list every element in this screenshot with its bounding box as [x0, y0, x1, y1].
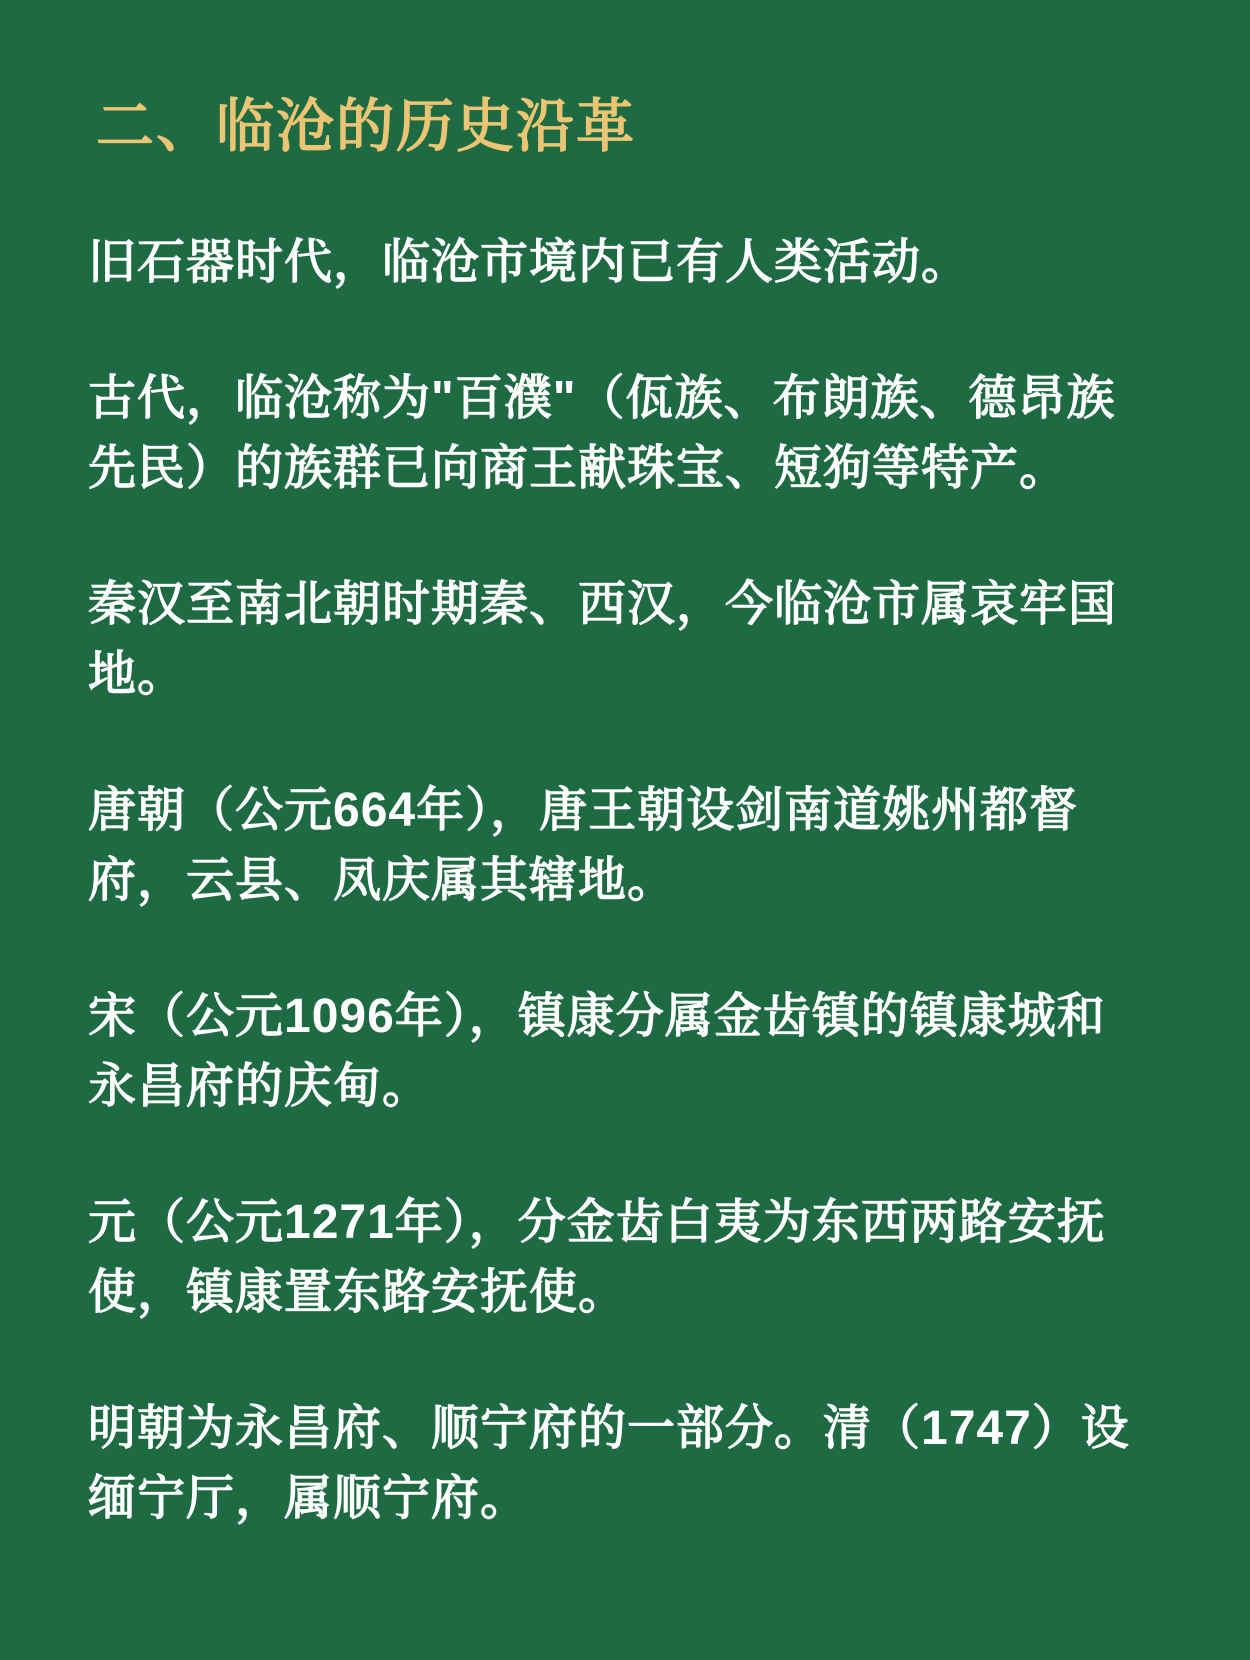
paragraph-tang-dynasty — [88, 776, 1180, 916]
paragraph-line: 古代，临沧称为"百濮"（佤族、布朗族、德昂族 — [88, 372, 1116, 425]
paragraph-song-dynasty — [88, 982, 1180, 1122]
paragraph-paleolithic — [88, 228, 1180, 298]
paragraph-line: 旧石器时代，临沧市境内已有人类活动。 — [88, 236, 971, 289]
paragraph-line: 地。 — [88, 648, 187, 701]
paragraph-line: 使，镇康置东路安抚使。 — [88, 1266, 628, 1319]
paragraph-qin-han — [88, 570, 1180, 710]
paragraph-line: 秦汉至南北朝时期秦、西汉，今临沧市属哀牢国 — [88, 578, 1118, 631]
paragraph-line: 府，云县、凤庆属其辖地。 — [88, 854, 677, 907]
paragraph-line: 元（公元1271年），分金齿白夷为东西两路安抚 — [88, 1196, 1106, 1249]
paragraph-line: 明朝为永昌府、顺宁府的一部分。清（1747）设 — [88, 1402, 1130, 1455]
paragraph-line: 缅宁厅，属顺宁府。 — [88, 1472, 530, 1525]
history-paragraph-list — [88, 228, 1180, 1534]
page-title: 二、临沧的历史沿革 — [96, 94, 637, 159]
paragraph-line: 宋（公元1096年），镇康分属金齿镇的镇康城和 — [88, 990, 1106, 1043]
paragraph-yuan-dynasty — [88, 1188, 1180, 1328]
paragraph-line: 唐朝（公元664年），唐王朝设剑南道姚州都督 — [88, 784, 1079, 837]
paragraph-line: 先民）的族群已向商王献珠宝、短狗等特产。 — [88, 442, 1069, 495]
paragraph-ancient-times — [88, 364, 1180, 504]
paragraph-ming-qing — [88, 1394, 1180, 1534]
paragraph-line: 永昌府的庆甸。 — [88, 1060, 432, 1113]
